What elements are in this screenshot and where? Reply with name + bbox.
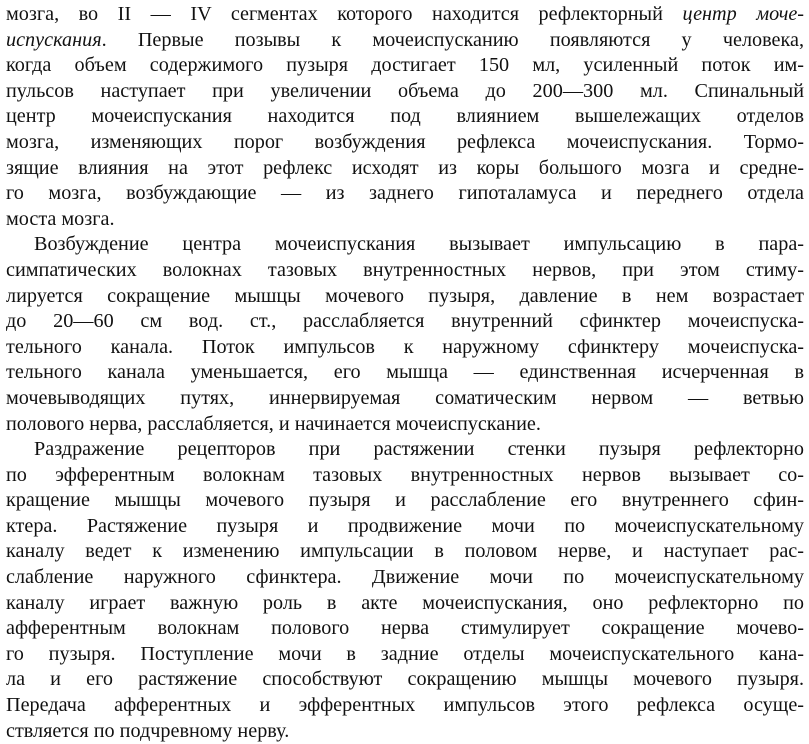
text-line: когда объем содержимого пузыря достигает 150 мл, усиленный поток им- bbox=[6, 54, 804, 77]
text-line: ктера. Растяжение пузыря и продвижение мочи по мочеиспускательному bbox=[6, 514, 804, 537]
text-line: центр мочеиспускания находится под влиянием вышележащих отделов bbox=[6, 105, 804, 128]
text-line: го пузыря. Поступление мочи в задние отделы мочеиспускательного кана- bbox=[6, 642, 804, 665]
text-line: каналу ведет к изменению импульсации в половом нерве, и наступает рас- bbox=[6, 540, 804, 563]
text-line bbox=[6, 28, 804, 54]
text-line: тельного канала. Поток импульсов к наружному сфинктеру мочеиспуска- bbox=[6, 335, 804, 358]
text-line: го мозга, возбуждающие — из заднего гипоталамуса и переднего отдела bbox=[6, 182, 804, 205]
text-line: мозга, изменяющих порог возбуждения рефлекса мочеиспускания. Тормо- bbox=[6, 130, 804, 153]
text-line bbox=[6, 2, 804, 28]
text-line: пульсов наступает при увеличении объема до 200—300 мл. Спинальный bbox=[6, 79, 804, 102]
text-line: ла и его растяжение способствуют сокращению мышцы мочевого пузыря. bbox=[6, 668, 804, 691]
italic-term: центр моче- bbox=[682, 3, 805, 25]
text-line: моста мозга. bbox=[6, 207, 115, 230]
text-line: по эфферентным волокнам тазовых внутренностных нервов вызывает со- bbox=[6, 463, 804, 486]
text-line: тельного канала уменьшается, его мышца — единственная исчерченная в bbox=[6, 361, 804, 384]
text-line: афферентным волокнам полового нерва стимулирует сокращение мочево- bbox=[6, 617, 804, 640]
paragraph-1 bbox=[6, 2, 804, 232]
paragraph-2 bbox=[6, 232, 804, 437]
document-page bbox=[6, 2, 804, 744]
text-line: Возбуждение центра мочеиспускания вызывает импульсацию в пара- bbox=[34, 233, 804, 256]
text-line: лируется сокращение мышцы мочевого пузыря, давление в нем возрастает bbox=[6, 284, 804, 307]
text-line: до 20—60 см вод. ст., расслабляется внутренний сфинктер мочеиспуска- bbox=[6, 310, 804, 333]
text-line: каналу играет важную роль в акте мочеиспускания, оно рефлекторно по bbox=[6, 591, 804, 614]
text-line: мочевыводящих путях, иннервируемая соматическим нервом — ветвью bbox=[6, 386, 804, 409]
text-line: Раздражение рецепторов при растяжении стенки пузыря рефлекторно bbox=[34, 438, 804, 461]
paragraph-3 bbox=[6, 437, 804, 744]
line-text: мозга, во II — IV сегментах которого находится рефлекторный bbox=[6, 3, 683, 25]
text-line: ствляется по подчревному нерву. bbox=[6, 719, 290, 742]
text-line: зящие влияния на этот рефлекс исходят из коры большого мозга и средне- bbox=[6, 156, 804, 179]
text-line: Передача афферентных и эфферентных импульсов этого рефлекса осуще- bbox=[6, 694, 804, 717]
italic-term: испускания bbox=[6, 28, 102, 51]
text-line: слабление наружного сфинктера. Движение мочи по мочеиспускательному bbox=[6, 566, 804, 589]
text-line: полового нерва, расслабляется, и начинается мочеиспускание. bbox=[6, 412, 541, 435]
text-line: кращение мышцы мочевого пузыря и расслабление его внутреннего сфин- bbox=[6, 489, 804, 512]
line-text: . Первые позывы к мочеиспусканию появляются у человека, bbox=[101, 28, 804, 51]
text-line: симпатических волокнах тазовых внутренностных нервов, при этом стиму- bbox=[6, 258, 804, 281]
